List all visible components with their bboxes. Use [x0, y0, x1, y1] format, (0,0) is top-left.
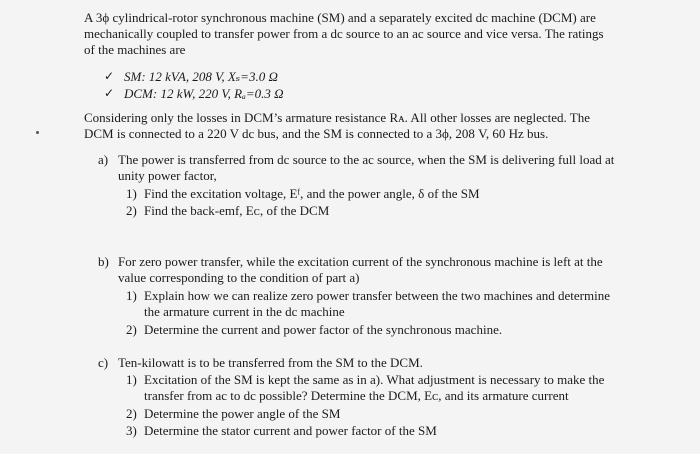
part-c-line-1: Ten-kilowatt is to be transferred from the SM to the DCM.	[118, 355, 423, 370]
part-a-item-1: Find the excitation voltage, Eᶠ, and the power angle, δ of the SM	[144, 186, 480, 201]
part-a-item-2-num: 2)	[126, 203, 137, 218]
part-c-item-3-num: 3)	[126, 423, 137, 438]
part-b-item-1-cont: the armature current in the dc machine	[144, 304, 345, 319]
part-c-label: c)	[98, 355, 109, 370]
check-icon: ✓	[104, 86, 115, 100]
part-a-label: a)	[98, 152, 109, 167]
part-c-item-2-num: 2)	[126, 406, 137, 421]
intro-line-1: A 3ϕ cylindrical-rotor synchronous machine (SM) and a separately excited dc machine (DCM) are	[84, 10, 596, 25]
part-c-item-1-cont: transfer from ac to dc possible? Determine the DCM, Eᴄ, and its armature current	[144, 388, 569, 403]
part-a-item-2: Find the back-emf, Eᴄ, of the DCM	[144, 203, 330, 218]
part-c-item-1: Excitation of the SM is kept the same as in a). What adjustment is necessary to make the	[144, 372, 605, 387]
part-b-item-1-num: 1)	[126, 288, 137, 303]
para2-line-2: DCM is connected to a 220 V dc bus, and the SM is connected to a 3ϕ, 208 V, 60 Hz bus.	[84, 126, 549, 141]
intro-line-2: mechanically coupled to transfer power from a dc source to an ac source and vice versa. The ratings	[84, 26, 604, 41]
part-c-item-1-num: 1)	[126, 372, 137, 387]
part-b-line-1: For zero power transfer, while the excitation current of the synchronous machine is left at the	[118, 254, 603, 269]
part-c-item-3: Determine the stator current and power factor of the SM	[144, 423, 437, 438]
rating-dcm: DCM: 12 kW, 220 V, Rₐ=0.3 Ω	[124, 86, 284, 101]
bullet-dot-icon	[36, 131, 39, 134]
part-a-line-1: The power is transferred from dc source to the ac source, when the SM is delivering full load at	[118, 152, 615, 167]
intro-line-3: of the machines are	[84, 42, 186, 57]
para2-line-1: Considering only the losses in DCM’s armature resistance Rᴀ. All other losses are neglected. The	[84, 110, 590, 125]
part-b-line-2: value corresponding to the condition of part a)	[118, 270, 360, 285]
part-b-item-2: Determine the current and power factor of the synchronous machine.	[144, 322, 503, 337]
part-b-item-1: Explain how we can realize zero power transfer between the two machines and determine	[144, 288, 610, 303]
part-a-item-1-num: 1)	[126, 186, 137, 201]
part-b-label: b)	[98, 254, 109, 269]
part-c-item-2: Determine the power angle of the SM	[144, 406, 341, 421]
part-a-line-2: unity power factor,	[118, 168, 217, 183]
check-icon: ✓	[104, 69, 115, 83]
part-b-item-2-num: 2)	[126, 322, 137, 337]
rating-sm: SM: 12 kVA, 208 V, Xₛ=3.0 Ω	[124, 69, 278, 84]
